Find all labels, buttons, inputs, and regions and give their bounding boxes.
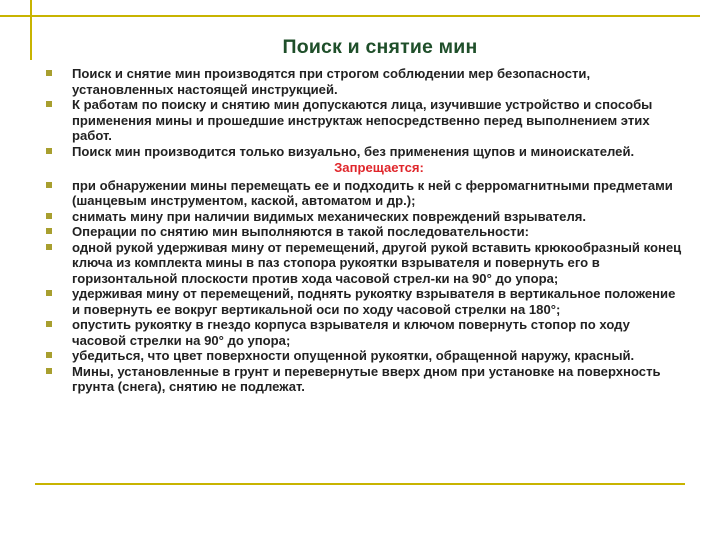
slide-content	[46, 66, 686, 395]
list-item-text: К работам по поиску и снятию мин допускаются лица, изучившие устройство и способы применения мины и прошедшие инструктаж непосредственно перед выполнением этих работ.	[72, 97, 653, 143]
top-rule	[0, 15, 700, 17]
square-bullet-icon	[46, 321, 52, 327]
list-item-text: убедиться, что цвет поверхности опущенной рукоятки, обращенной наружу, красный.	[72, 348, 635, 363]
bottom-rule	[35, 483, 685, 485]
square-bullet-icon	[46, 213, 52, 219]
square-bullet-icon	[46, 228, 52, 234]
list-item-text: одной рукой удерживая мину от перемещений, другой рукой вставить крюкообразный конец ключа из комплекта мины в паз стопора рукоятки взрывателя и повернуть его в горизонтальной плоскости против хода часовой стрел-ки на 90° до упора;	[72, 239, 682, 286]
square-bullet-icon	[46, 148, 52, 154]
list-item	[46, 144, 686, 160]
list-item-text: Поиск мин производится только визуально, без применения щупов и миноискателей.	[72, 143, 635, 159]
list-item-text: Операции по снятию мин выполняются в такой последовательности:	[72, 224, 529, 239]
list-item	[46, 317, 686, 348]
square-bullet-icon	[46, 182, 52, 188]
list-item	[46, 178, 686, 209]
list-item	[46, 286, 686, 317]
list-item	[46, 97, 686, 144]
list-item-text: Поиск и снятие мин производятся при строгом соблюдении мер безопасности, установленных настоящей инструкцией.	[72, 66, 591, 97]
list-item-text: Мины, установленные в грунт и перевернутые вверх дном при установке на поверхность грунта (снега), снятию не подлежат.	[72, 363, 661, 394]
square-bullet-icon	[46, 352, 52, 358]
list-item	[46, 348, 686, 364]
list-item-text: удерживая мину от перемещений, поднять рукоятку взрывателя в вертикальное положение и повернуть ее вокруг вертикальной оси по ходу часовой стрелки на 180°;	[72, 286, 676, 317]
list-item-text: при обнаружении мины перемещать ее и подходить к ней с ферромагнитными предметами (шанцевым инструментом, каской, автоматом и др.);	[72, 177, 673, 208]
list-item	[46, 224, 686, 240]
list-item-text: снимать мину при наличии видимых механических повреждений взрывателя.	[72, 208, 587, 224]
list-item-text: опустить рукоятку в гнездо корпуса взрывателя и ключом повернуть стопор по ходу часовой стрелки на 90° до упора;	[72, 317, 630, 348]
list-item	[46, 66, 686, 97]
list-item	[46, 240, 686, 287]
prohibited-heading: Запрещается:	[334, 160, 424, 175]
square-bullet-icon	[46, 244, 52, 250]
list-item	[46, 364, 686, 395]
list-item	[46, 209, 686, 225]
square-bullet-icon	[46, 70, 52, 76]
page-title: Поиск и снятие мин	[282, 36, 478, 58]
square-bullet-icon	[46, 101, 52, 107]
square-bullet-icon	[46, 368, 52, 374]
square-bullet-icon	[46, 290, 52, 296]
